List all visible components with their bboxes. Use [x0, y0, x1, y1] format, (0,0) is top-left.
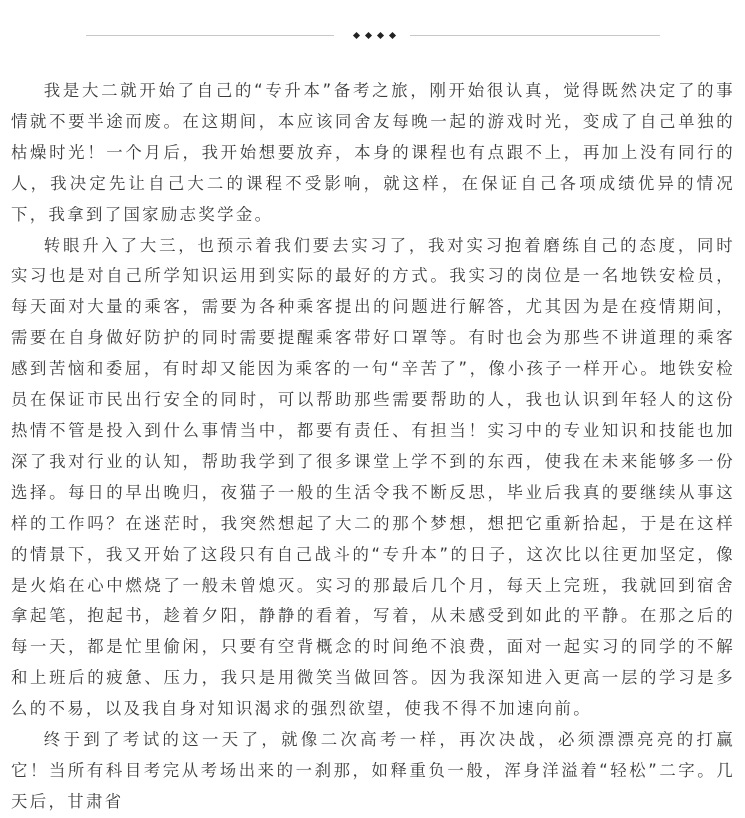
- divider-dots: [352, 33, 398, 39]
- diamond-dot-icon: [353, 32, 360, 39]
- divider-line-left: [86, 35, 334, 36]
- paragraph: 我是大二就开始了自己的“专升本”备考之旅，刚开始很认真，觉得既然决定了的事情就不要半途而废。在这期间，本应该同舍友每晚一起的游戏时光，变成了自己单独的枯燥时光！一个月后，我开始想要放弃，本身的课程也有点跟不上，再加上没有同行的人，我决定先让自己大二的课程不受影响，就这样，在保证自己各项成绩优异的情况下，我拿到了国家励志奖学金。: [11, 81, 735, 224]
- divider-line-right: [410, 35, 660, 36]
- paragraph: 终于到了考试的这一天了，就像二次高考一样，再次决战，必须漂漂亮亮的打赢它！当所有科目考完从考场出来的一刹那，如释重负一般，浑身洋溢着“轻松”二字。几天后，甘肃省: [11, 730, 735, 811]
- diamond-dot-icon: [389, 32, 396, 39]
- diamond-dot-icon: [377, 32, 384, 39]
- diamond-dot-icon: [365, 32, 372, 39]
- paragraph: 转眼升入了大三，也预示着我们要去实习了，我对实习抱着磨练自己的态度，同时实习也是对自己所学知识运用到实际的最好的方式。我实习的岗位是一名地铁安检员，每天面对大量的乘客，需要为各种乘客提出的问题进行解答，尤其因为是在疫情期间，需要在自身做好防护的同时需要提醒乘客带好口罩等。有时也会为那些不讲道理的乘客感到苦恼和委屈，有时却又能因为乘客的一句“辛苦了”，像小孩子一样开心。地铁安检员在保证市民出行安全的同时，可以帮助那些需要帮助的人，我也认识到年轻人的这份热情不管是投入到什么事情当中，都要有责任、有担当！实习中的专业知识和技能也加深了我对行业的认知，帮助我学到了很多课堂上学不到的东西，使我在未来能够多一份选择。每日的早出晚归，夜猫子一般的生活令我不断反思，毕业后我真的要继续从事这样的工作吗？在迷茫时，我突然想起了大二的那个梦想，想把它重新拾起，于是在这样的情景下，我又开始了这段只有自己战斗的“专升本”的日子，这次比以往更加坚定，像是火焰在心中燃烧了一般未曾熄灭。实习的那最后几个月，每天上完班，我就回到宿舍拿起笔，抱起书，趁着夕阳，静静的看着，写着，从未感受到如此的平静。在那之后的每一天，都是忙里偷闲，只要有空背概念的时间绝不浪费，面对一起实习的同学的不解和上班后的疲惫、压力，我只是用微笑当做回答。因为我深知进入更高一层的学习是多么的不易，以及我自身对知识渴求的强烈欲望，使我不得不加速向前。: [11, 235, 735, 719]
- section-divider: [86, 34, 660, 38]
- article-body: [11, 76, 735, 818]
